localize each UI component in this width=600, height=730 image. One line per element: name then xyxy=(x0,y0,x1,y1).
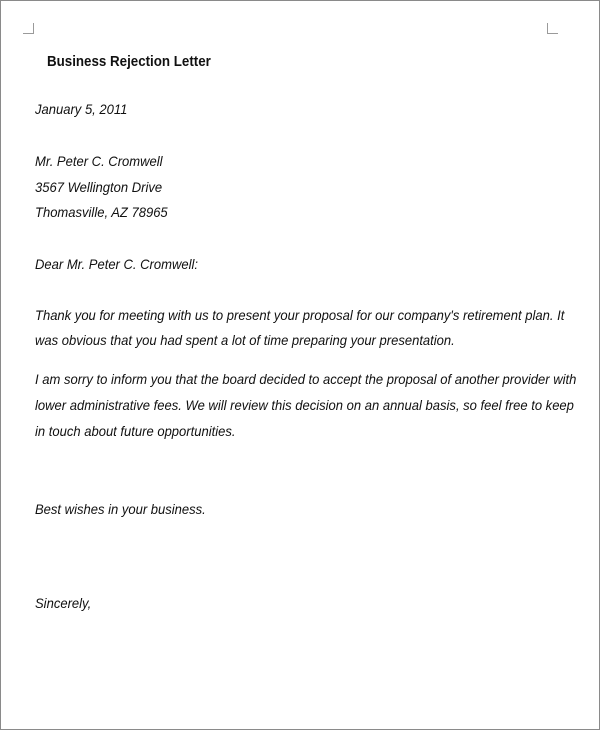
closing-wish: Best wishes in your business. xyxy=(35,501,206,517)
paragraph-2-line-1: I am sorry to inform you that the board decided to accept the proposal of another provider with xyxy=(35,371,577,387)
paragraph-1-line-1: Thank you for meeting with us to present your proposal for our company's retirement plan. It xyxy=(35,307,565,323)
paragraph-2-line-3: in touch about future opportunities. xyxy=(35,423,236,439)
recipient-street: 3567 Wellington Drive xyxy=(35,179,163,195)
salutation: Dear Mr. Peter C. Cromwell: xyxy=(35,256,199,272)
sign-off: Sincerely, xyxy=(35,595,92,611)
letter-date: January 5, 2011 xyxy=(35,101,128,117)
top-left-corner-mark xyxy=(23,23,34,34)
recipient-name: Mr. Peter C. Cromwell xyxy=(35,153,163,169)
recipient-city: Thomasville, AZ 78965 xyxy=(35,204,168,220)
top-right-corner-mark xyxy=(547,23,558,34)
letter-title: Business Rejection Letter xyxy=(47,54,211,70)
paragraph-2-line-2: lower administrative fees. We will review this decision on an annual basis, so feel free to keep xyxy=(35,397,574,413)
paragraph-1-line-2: was obvious that you had spent a lot of time preparing your presentation. xyxy=(35,332,455,348)
